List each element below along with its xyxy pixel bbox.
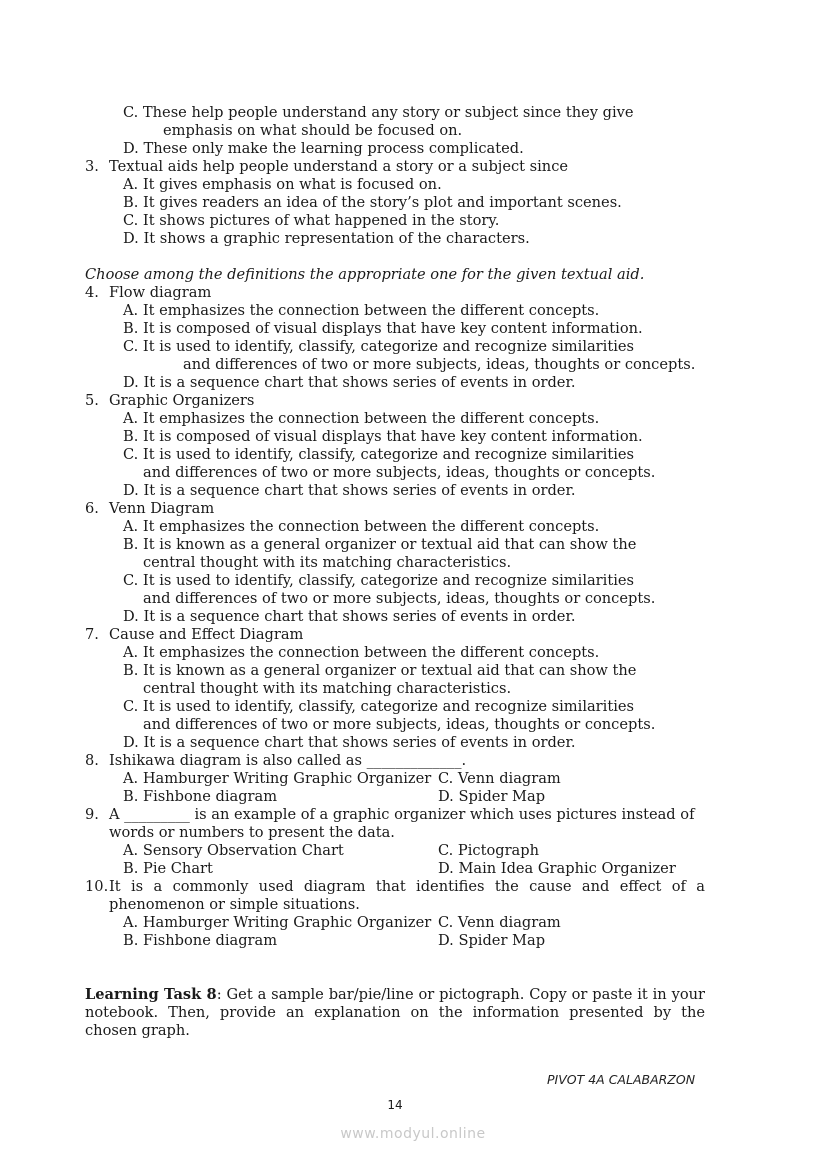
q5-option-a: A. It emphasizes the connection between the different concepts. (123, 410, 600, 427)
question-stem: Venn Diagram (109, 500, 215, 517)
q9-options-row-2 (85, 860, 705, 878)
q9-option-a: A. Sensory Observation Chart (123, 842, 344, 859)
q4-option-b: B. It is composed of visual displays that have key content information. (123, 320, 643, 337)
q3-option-c: C. It shows pictures of what happened in the story. (123, 212, 500, 229)
q8-options-row-1 (85, 770, 705, 788)
question-stem: A _________ is an example of a graphic organizer which uses pictures instead of (109, 806, 695, 823)
q4-option-a: A. It emphasizes the connection between the different concepts. (123, 302, 600, 319)
learning-task-8 (85, 986, 705, 1040)
q6-option-b: B. It is known as a general organizer or textual aid that can show the (123, 536, 637, 553)
q6-option-c: C. It is used to identify, classify, categorize and recognize similarities (123, 572, 634, 589)
question-number: 10. (85, 878, 109, 895)
worksheet-body (85, 104, 705, 1040)
q8-option-b: B. Fishbone diagram (123, 788, 278, 805)
q5-option-c: C. It is used to identify, classify, categorize and recognize similarities (123, 446, 634, 463)
q4-option-d: D. It is a sequence chart that shows series of events in order. (123, 374, 576, 391)
question-8 (85, 752, 705, 770)
question-stem: Flow diagram (109, 284, 212, 301)
q10-option-a: A. Hamburger Writing Graphic Organizer (123, 914, 432, 931)
footer-brand: PIVOT 4A CALABARZON (547, 1072, 696, 1087)
question-5 (85, 392, 705, 410)
q4-option-c-cont: and differences of two or more subjects, ideas, thoughts or concepts. (183, 356, 696, 373)
question-9-cont: words or numbers to present the data. (109, 824, 395, 841)
q8-option-c: C. Venn diagram (438, 770, 561, 787)
question-stem: Ishikawa diagram is also called as _____________. (109, 752, 467, 769)
question-stem: It is a commonly used diagram that identifies the cause and effect of a (109, 878, 705, 895)
q7-option-b: B. It is known as a general organizer or textual aid that can show the (123, 662, 637, 679)
q8-option-d: D. Spider Map (438, 788, 546, 805)
question-4 (85, 284, 705, 302)
q2-option-c: C. These help people understand any story or subject since they give (123, 104, 634, 121)
q3-option-a: A. It gives emphasis on what is focused on. (123, 176, 442, 193)
page-number: 14 (387, 1098, 403, 1112)
question-7 (85, 626, 705, 644)
q6-option-d: D. It is a sequence chart that shows series of events in order. (123, 608, 576, 625)
question-3 (85, 158, 705, 176)
question-number: 6. (85, 500, 99, 517)
question-10 (85, 878, 705, 896)
q2-option-d: D. These only make the learning process complicated. (123, 140, 524, 157)
q4-option-c: C. It is used to identify, classify, categorize and recognize similarities (123, 338, 634, 355)
q10-options-row-2 (85, 932, 705, 950)
q5-option-b: B. It is composed of visual displays that have key content information. (123, 428, 643, 445)
q9-options-row-1 (85, 842, 705, 860)
question-number: 4. (85, 284, 99, 301)
question-10-cont: phenomenon or simple situations. (109, 896, 360, 913)
q7-option-c: C. It is used to identify, classify, categorize and recognize similarities (123, 698, 634, 715)
task-label: Learning Task 8 (85, 986, 217, 1003)
question-stem: Textual aids help people understand a story or a subject since (109, 158, 569, 175)
question-number: 8. (85, 752, 99, 769)
q9-option-b: B. Pie Chart (123, 860, 213, 877)
question-stem: Graphic Organizers (109, 392, 255, 409)
q10-option-b: B. Fishbone diagram (123, 932, 278, 949)
question-6 (85, 500, 705, 518)
q9-option-c: C. Pictograph (438, 842, 539, 859)
q9-option-d: D. Main Idea Graphic Organizer (438, 860, 676, 877)
task-text: : Get a sample bar/pie/line or pictograph. Copy or paste it in your notebook. Then, provide an explanation on the information presented by the chosen graph. (85, 986, 705, 1039)
question-number: 7. (85, 626, 99, 643)
question-9 (85, 806, 705, 824)
q5-option-d: D. It is a sequence chart that shows series of events in order. (123, 482, 576, 499)
q7-option-c-cont: and differences of two or more subjects, ideas, thoughts or concepts. (143, 716, 656, 733)
q10-option-c: C. Venn diagram (438, 914, 561, 931)
q7-option-a: A. It emphasizes the connection between the different concepts. (123, 644, 600, 661)
question-stem: Cause and Effect Diagram (109, 626, 304, 643)
q3-option-d: D. It shows a graphic representation of the characters. (123, 230, 530, 247)
question-number: 9. (85, 806, 99, 823)
q5-option-c-cont: and differences of two or more subjects, ideas, thoughts or concepts. (143, 464, 656, 481)
instruction: Choose among the definitions the appropriate one for the given textual aid. (85, 266, 645, 283)
q6-option-a: A. It emphasizes the connection between the different concepts. (123, 518, 600, 535)
q10-option-d: D. Spider Map (438, 932, 546, 949)
q6-option-c-cont: and differences of two or more subjects, ideas, thoughts or concepts. (143, 590, 656, 607)
question-number: 3. (85, 158, 99, 175)
q2-option-c-cont: emphasis on what should be focused on. (163, 122, 463, 139)
q7-option-d: D. It is a sequence chart that shows series of events in order. (123, 734, 576, 751)
watermark: www.modyul.online (340, 1126, 486, 1142)
q8-options-row-2 (85, 788, 705, 806)
question-number: 5. (85, 392, 99, 409)
q3-option-b: B. It gives readers an idea of the story’s plot and important scenes. (123, 194, 622, 211)
q8-option-a: A. Hamburger Writing Graphic Organizer (123, 770, 432, 787)
q6-option-b-cont: central thought with its matching characteristics. (143, 554, 512, 571)
q7-option-b-cont: central thought with its matching characteristics. (143, 680, 512, 697)
q10-options-row-1 (85, 914, 705, 932)
